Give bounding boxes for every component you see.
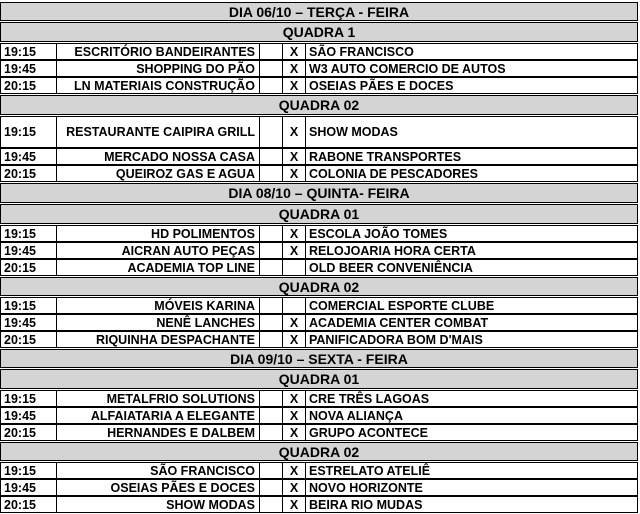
match-row: [0, 225, 638, 242]
away-team: SHOW MODAS: [309, 125, 398, 139]
versus-mark: X: [283, 243, 306, 258]
match-time: 19:15: [1, 298, 57, 313]
versus-mark: X: [283, 315, 306, 330]
day-header: DIA 09/10 – SEXTA - FEIRA: [0, 349, 638, 368]
match-time: 19:15: [1, 117, 57, 147]
match-row: [0, 407, 638, 424]
vs-cell-a: [260, 425, 283, 440]
match-row: [0, 165, 638, 182]
away-team: NOVO HORIZONTE: [309, 480, 423, 495]
home-team: NENÊ LANCHES: [57, 315, 260, 330]
away-team: ACADEMIA CENTER COMBAT: [309, 315, 489, 330]
versus-mark: X: [283, 408, 306, 423]
versus-mark: X: [283, 166, 306, 181]
vs-cell-a: [260, 44, 283, 59]
versus-mark: X: [283, 480, 306, 495]
home-team: METALFRIO SOLUTIONS: [57, 391, 260, 406]
vs-cell-a: [260, 332, 283, 347]
court-header: QUADRA 02: [0, 277, 638, 296]
versus-mark: [283, 260, 306, 275]
match-row: [0, 297, 638, 314]
match-row: [0, 496, 638, 513]
vs-cell-a: [260, 149, 283, 164]
vs-cell-a: [260, 391, 283, 406]
match-time: 20:15: [1, 260, 57, 275]
home-team: OSEIAS PÃES E DOCES: [57, 480, 260, 495]
match-time: 20:15: [1, 332, 57, 347]
match-row: [0, 77, 638, 94]
match-time: 20:15: [1, 425, 57, 440]
match-time: 20:15: [1, 166, 57, 181]
versus-mark: X: [283, 425, 306, 440]
away-team: W3 AUTO COMERCIO DE AUTOS: [309, 61, 506, 76]
home-team: RIQUINHA DESPACHANTE: [57, 332, 260, 347]
versus-mark: X: [283, 117, 306, 147]
versus-mark: X: [283, 226, 306, 241]
match-row: [0, 479, 638, 496]
away-team: CRE TRÊS LAGOAS: [309, 391, 430, 406]
versus-mark: X: [283, 497, 306, 512]
home-team: HERNANDES E DALBEM: [57, 425, 260, 440]
vs-cell-a: [260, 480, 283, 495]
match-row: [0, 462, 638, 479]
court-header: QUADRA 01: [0, 204, 638, 224]
versus-mark: X: [283, 332, 306, 347]
match-time: 20:15: [1, 78, 57, 93]
match-time: 19:45: [1, 408, 57, 423]
match-row: [0, 148, 638, 165]
home-team: QUEIROZ GAS E AGUA: [57, 166, 260, 181]
vs-cell-a: [260, 497, 283, 512]
match-time: 19:15: [1, 391, 57, 406]
away-team: SÃO FRANCISCO: [309, 44, 414, 59]
vs-cell-a: [260, 166, 283, 181]
court-header: QUADRA 1: [0, 22, 638, 42]
away-team: BEIRA RIO MUDAS: [309, 497, 423, 512]
away-team: RELOJOARIA HORA CERTA: [309, 243, 476, 258]
away-team: ESCOLA JOÃO TOMES: [309, 226, 448, 241]
home-team: MÓVEIS KARINA: [57, 298, 260, 313]
match-time: 19:15: [1, 463, 57, 478]
home-team: ACADEMIA TOP LINE: [57, 260, 260, 275]
away-team: PANIFICADORA BOM D'MAIS: [309, 332, 483, 347]
vs-cell-a: [260, 117, 283, 147]
match-row: [0, 259, 638, 276]
vs-cell-a: [260, 78, 283, 93]
day-header: DIA 08/10 – QUINTA- FEIRA: [0, 183, 638, 203]
match-time: 19:15: [1, 226, 57, 241]
away-team: NOVA ALIANÇA: [309, 408, 403, 423]
home-team: LN MATERIAIS CONSTRUÇÃO: [57, 78, 260, 93]
home-team: HD POLIMENTOS: [57, 226, 260, 241]
versus-mark: X: [283, 149, 306, 164]
match-row: [0, 424, 638, 441]
match-time: 19:45: [1, 315, 57, 330]
home-team: SÃO FRANCISCO: [57, 463, 260, 478]
versus-mark: [283, 298, 306, 313]
match-time: 19:15: [1, 44, 57, 59]
away-team: GRUPO ACONTECE: [309, 425, 428, 440]
vs-cell-a: [260, 315, 283, 330]
home-team: AICRAN AUTO PEÇAS: [57, 243, 260, 258]
away-team: COLONIA DE PESCADORES: [309, 166, 479, 181]
away-team: COMERCIAL ESPORTE CLUBE: [309, 298, 495, 313]
versus-mark: X: [283, 463, 306, 478]
vs-cell-a: [260, 260, 283, 275]
match-row: [0, 60, 638, 77]
vs-cell-a: [260, 61, 283, 76]
match-row: [0, 331, 638, 348]
home-team: SHOW MODAS: [57, 497, 260, 512]
home-team: MERCADO NOSSA CASA: [57, 149, 260, 164]
match-time: 19:45: [1, 480, 57, 495]
home-team: RESTAURANTE CAIPIRA GRILL: [57, 117, 260, 147]
match-time: 20:15: [1, 497, 57, 512]
home-team: SHOPPING DO PÃO: [57, 61, 260, 76]
match-time: 19:45: [1, 61, 57, 76]
match-row: [0, 390, 638, 407]
match-row: [0, 242, 638, 259]
match-row: [0, 314, 638, 331]
away-team: OSEIAS PÃES E DOCES: [309, 78, 454, 93]
court-header: QUADRA 02: [0, 95, 638, 115]
versus-mark: X: [283, 44, 306, 59]
versus-mark: X: [283, 391, 306, 406]
vs-cell-a: [260, 463, 283, 478]
away-team: RABONE TRANSPORTES: [309, 149, 462, 164]
away-team: ESTRELATO ATELIÊ: [309, 463, 431, 478]
match-time: 19:45: [1, 149, 57, 164]
vs-cell-a: [260, 298, 283, 313]
home-team: ALFAIATARIA A ELEGANTE: [57, 408, 260, 423]
vs-cell-a: [260, 408, 283, 423]
away-team: OLD BEER CONVENIÊNCIA: [309, 260, 473, 275]
court-header: QUADRA 01: [0, 369, 638, 389]
match-row: [0, 116, 638, 148]
versus-mark: X: [283, 78, 306, 93]
court-header: QUADRA 02: [0, 442, 638, 461]
vs-cell-a: [260, 226, 283, 241]
match-time: 19:45: [1, 243, 57, 258]
vs-cell-a: [260, 243, 283, 258]
day-header: DIA 06/10 – TERÇA - FEIRA: [0, 2, 638, 21]
home-team: ESCRITÓRIO BANDEIRANTES: [57, 44, 260, 59]
versus-mark: X: [283, 61, 306, 76]
match-row: [0, 43, 638, 60]
